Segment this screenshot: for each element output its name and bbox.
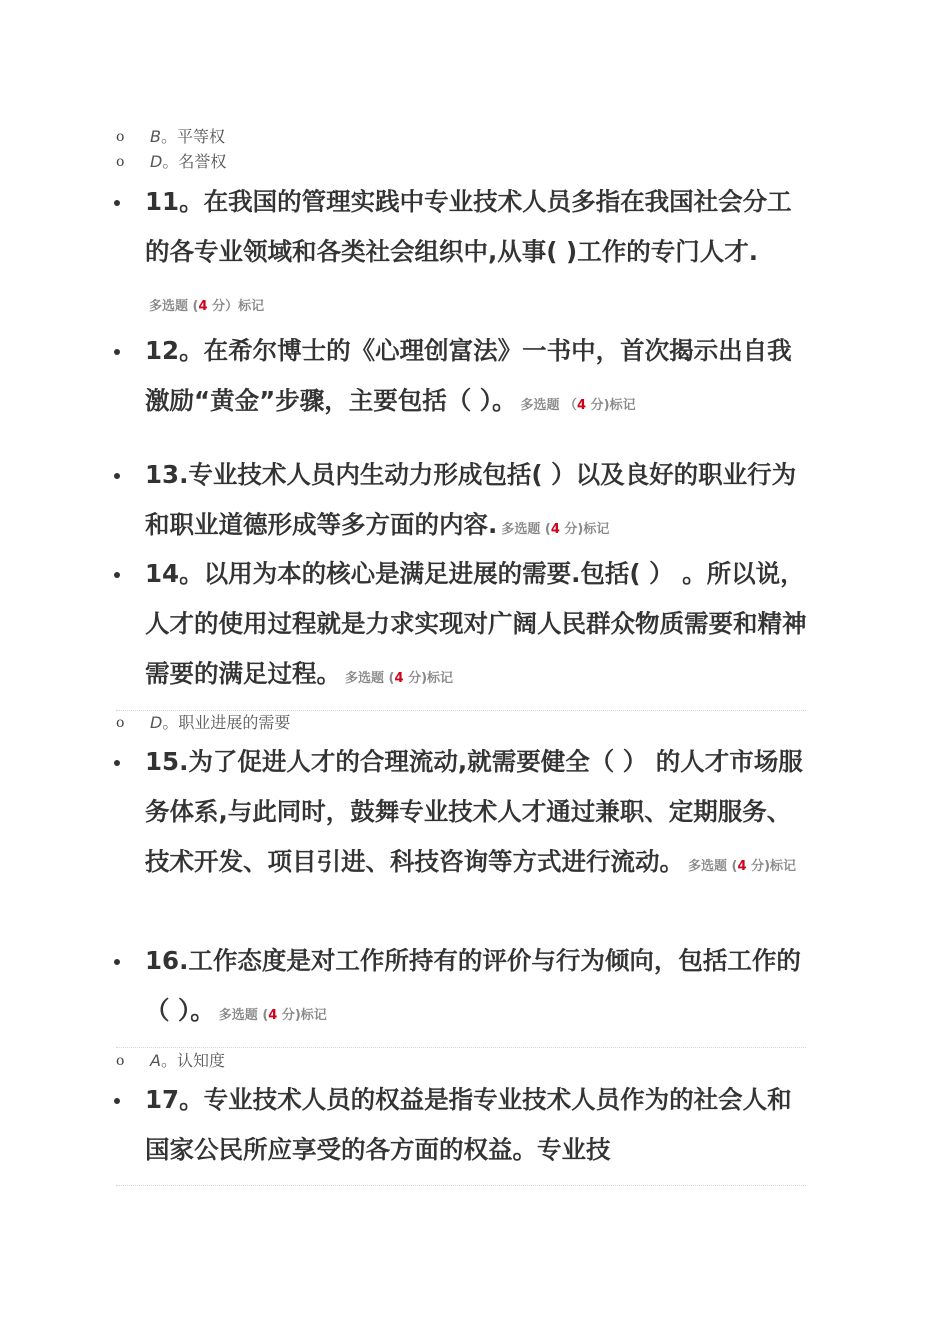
question-item (112, 177, 812, 332)
option-letter: D (150, 713, 163, 732)
bullet-dot (114, 959, 120, 965)
question-points: 4 (577, 398, 587, 413)
option-bullet: o (116, 154, 125, 170)
option-letter: A (150, 1051, 161, 1070)
question-meta: 多选题 (4 分)标记 (218, 1008, 327, 1023)
mark-link[interactable]: 分)标记 (751, 859, 797, 874)
bullet-dot (114, 200, 120, 206)
question-meta: 多选题 （4 分)标记 (520, 398, 636, 413)
option-text: 平等权 (177, 127, 226, 146)
bullet-dot (114, 1098, 120, 1104)
divider (116, 1047, 806, 1048)
question-type: 多选题 (345, 671, 385, 686)
question-item (112, 936, 812, 1041)
question-text: 17。专业技术人员的权益是指专业技术人员作为的社会人和国家公民所应享受的各方面的权益。专业技 (145, 1085, 792, 1164)
option-text: 认知度 (176, 1051, 225, 1070)
option-letter: B (150, 127, 161, 146)
option-item[interactable] (112, 150, 812, 174)
question-points: 4 (737, 859, 747, 874)
mark-link[interactable]: 分)标记 (590, 398, 636, 413)
question-item (112, 1075, 812, 1175)
question-meta: 多选题 (4 分）标记 (149, 299, 265, 314)
question-meta: 多选题 (4 分)标记 (688, 859, 797, 874)
question-text: 11。在我国的管理实践中专业技术人员多指在我国社会分工的各专业领域和各类社会组织中,从事( )工作的专门人才. (145, 187, 792, 266)
question-text: 13.专业技术人员内生动力形成包括( ）以及良好的职业行为和职业道德形成等多方面的内容. (145, 460, 797, 539)
option-item[interactable] (112, 125, 812, 149)
option-item[interactable] (112, 1049, 812, 1073)
question-meta: 多选题 (4 分)标记 (345, 671, 454, 686)
mark-link[interactable]: 分）标记 (212, 299, 265, 314)
option-letter: D (150, 152, 163, 171)
question-points: 4 (198, 299, 208, 314)
question-points: 4 (394, 671, 404, 686)
question-item (112, 549, 812, 704)
question-text: 12。在希尔博士的《心理创富法》一书中，首次揭示出自我激励“黄金”步骤，主要包括（ ）。 (145, 336, 792, 415)
question-type: 多选题 (520, 398, 560, 413)
question-item (112, 737, 812, 892)
bullet-dot (114, 349, 120, 355)
option-bullet: o (116, 129, 125, 145)
question-item (112, 326, 812, 431)
option-bullet: o (116, 1053, 125, 1069)
divider (116, 1185, 806, 1186)
option-text: 名誉权 (178, 152, 227, 171)
question-text: 15.为了促进人才的合理流动,就需要健全（ ） 的人才市场服务体系,与此同时，鼓舞专业技术人才通过兼职、定期服务、技术开发、项目引进、科技咨询等方式进行流动。 (145, 747, 803, 876)
question-points: 4 (268, 1008, 278, 1023)
option-text: 职业进展的需要 (178, 713, 291, 732)
option-bullet: o (116, 715, 125, 731)
question-points: 4 (550, 522, 560, 537)
option-separator: 。 (162, 713, 179, 732)
mark-link[interactable]: 分)标记 (564, 522, 610, 537)
bullet-dot (114, 760, 120, 766)
question-text: 16.工作态度是对工作所持有的评价与行为倾向，包括工作的（ ）。 (145, 946, 801, 1025)
option-separator: 。 (160, 127, 177, 146)
bullet-dot (114, 473, 120, 479)
question-meta: 多选题 (4 分)标记 (501, 522, 610, 537)
option-separator: 。 (162, 152, 179, 171)
option-separator: 。 (160, 1051, 177, 1070)
question-type: 多选题 (149, 299, 189, 314)
mark-link[interactable]: 分)标记 (281, 1008, 327, 1023)
question-type: 多选题 (688, 859, 728, 874)
bullet-dot (114, 572, 120, 578)
question-type: 多选题 (218, 1008, 258, 1023)
mark-link[interactable]: 分)标记 (408, 671, 454, 686)
question-text: 14。以用为本的核心是满足进展的需要.包括( ） 。所以说，人才的使用过程就是力求实现对广阔人民群众物质需要和精神需要的满足过程。 (145, 559, 807, 688)
question-item (112, 450, 812, 555)
question-type: 多选题 (501, 522, 541, 537)
option-item[interactable] (112, 711, 812, 735)
